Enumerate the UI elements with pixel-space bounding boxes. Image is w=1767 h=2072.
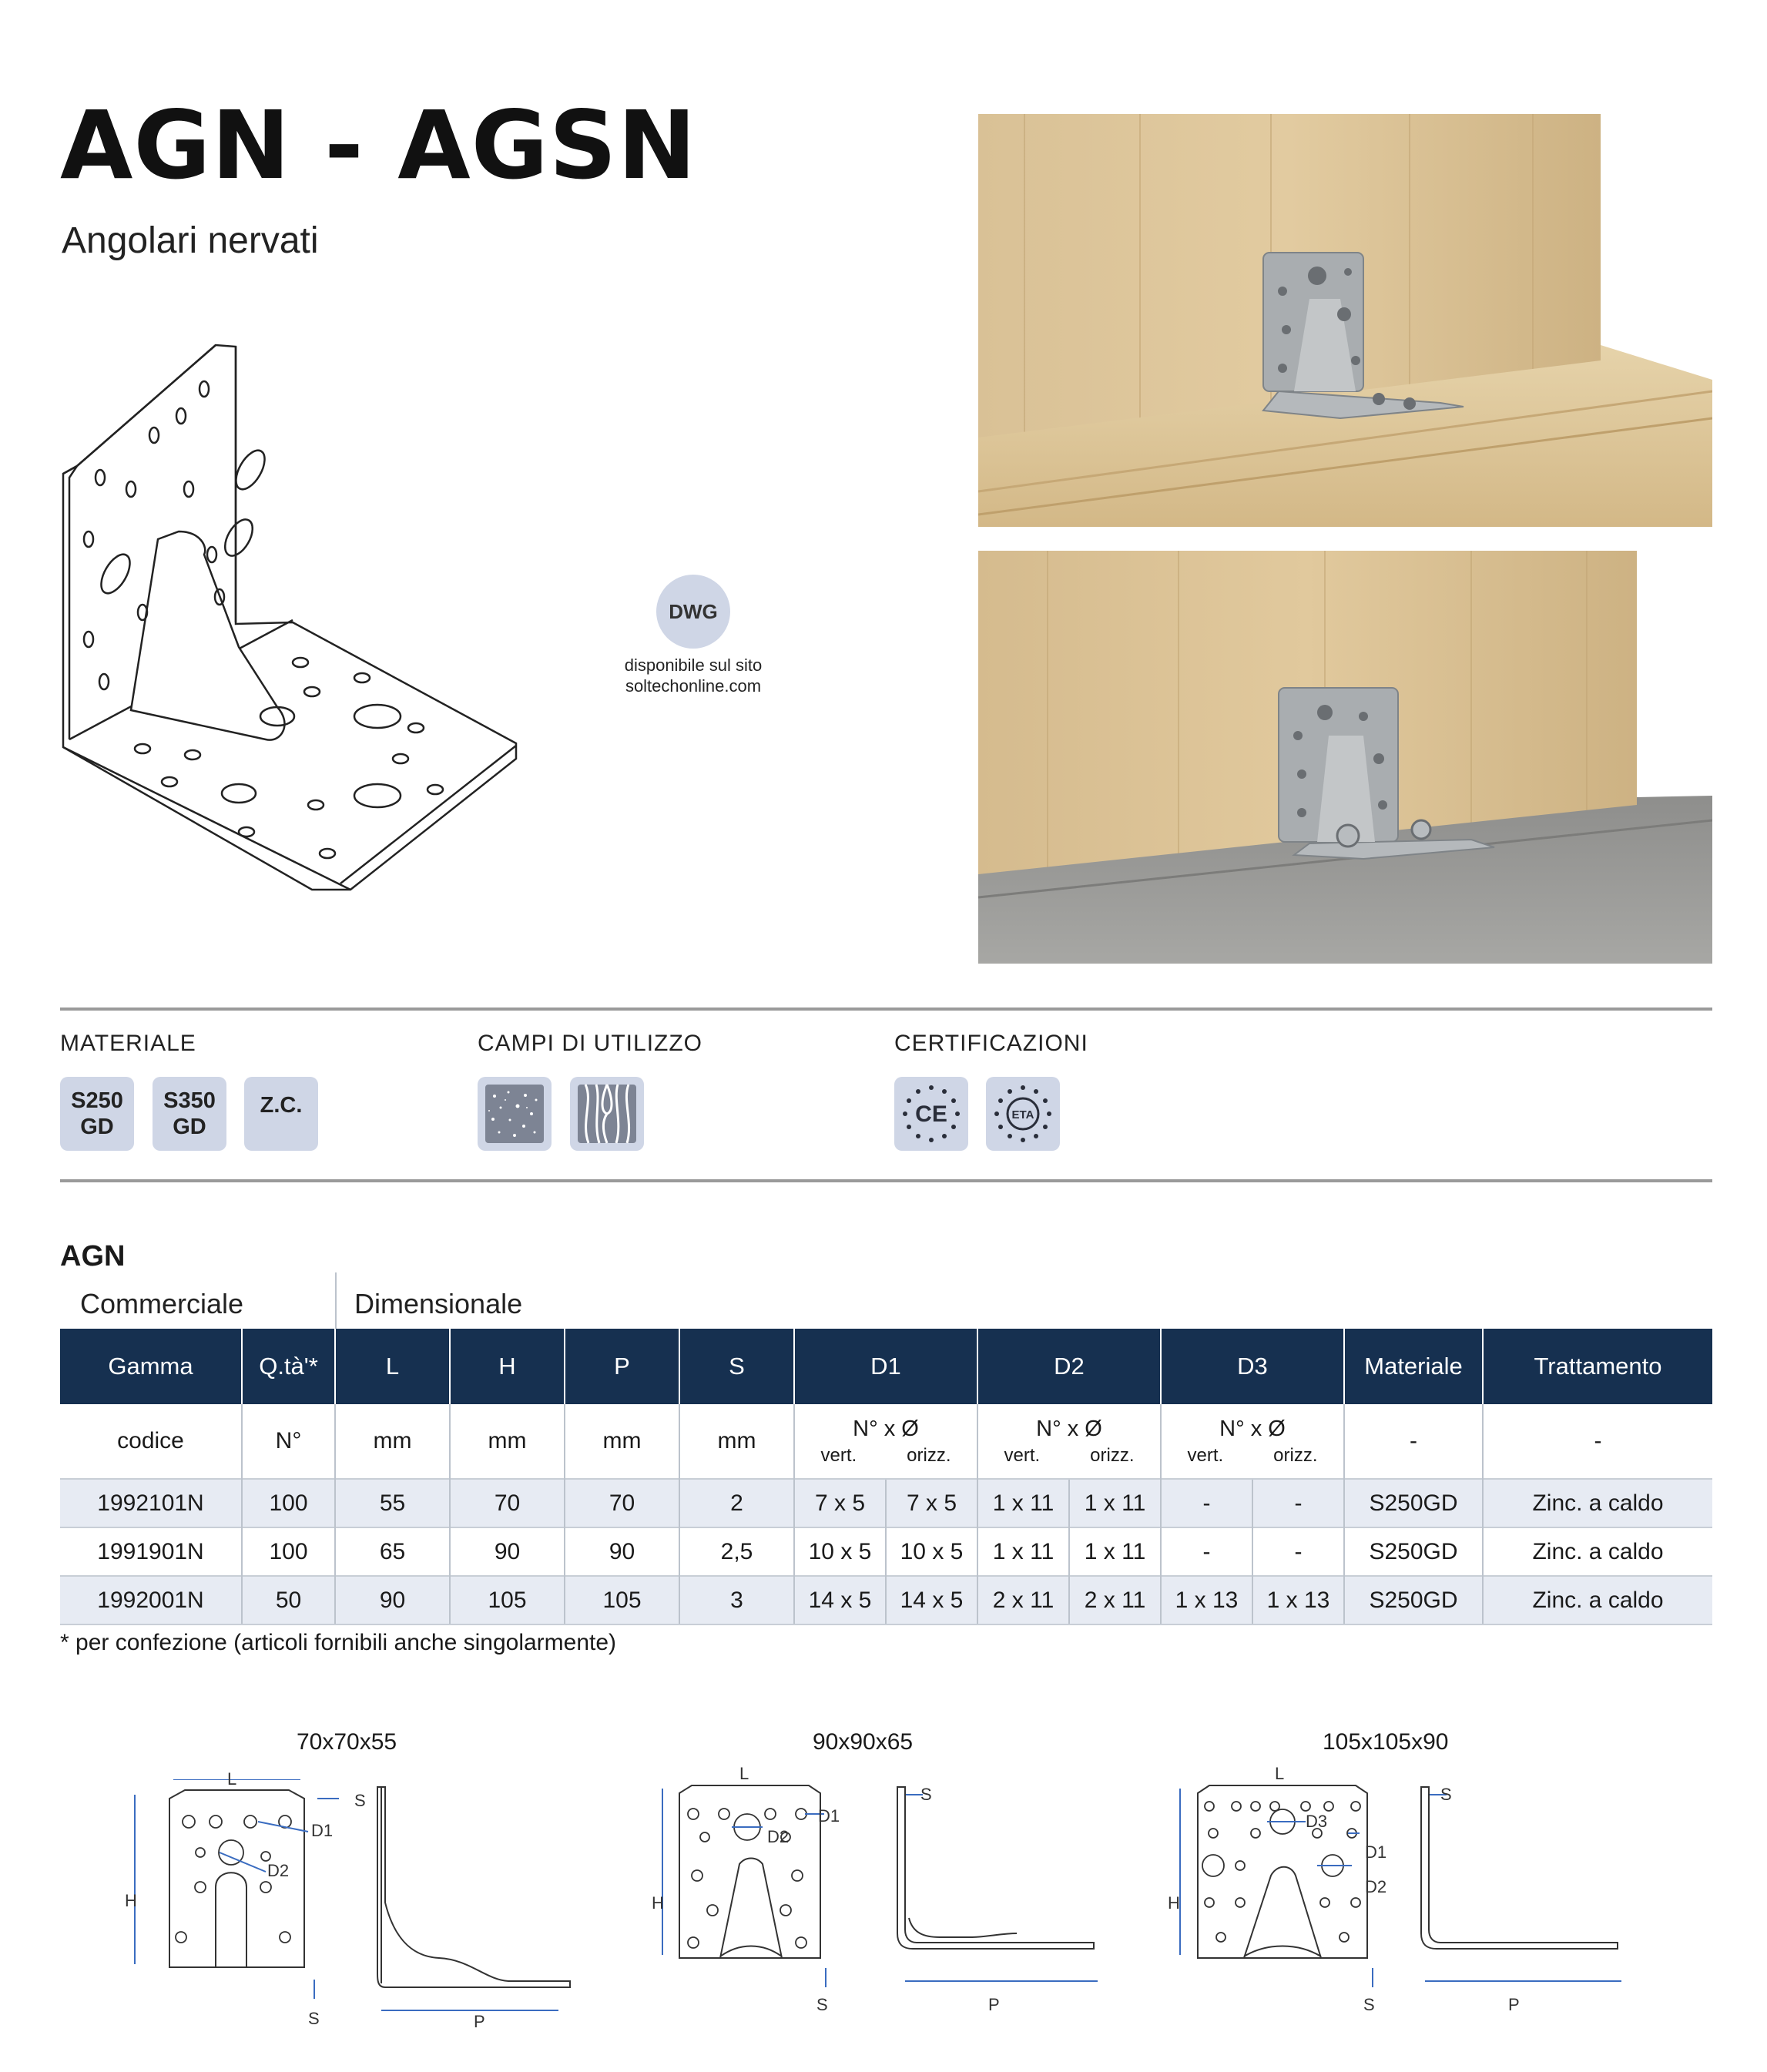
table-footnote: * per confezione (articoli fornibili anche singolarmente) [60,1630,617,1655]
units-row [60,1404,1712,1479]
cell: 7 x 5 [794,1479,886,1527]
cell-code: 1991901N [60,1527,242,1576]
cell: S250GD [1344,1479,1483,1527]
dim-label: S [1363,1995,1375,2014]
unit-p: mm [565,1404,679,1479]
section-certificazioni: CERTIFICAZIONI [894,1031,1088,1056]
dwg-download-button[interactable]: DWG [656,575,730,649]
dim-label: D1 [818,1806,840,1826]
cell: S250GD [1344,1527,1483,1576]
cell-code: 1992101N [60,1479,242,1527]
drawing-title: 90x90x65 [813,1729,914,1755]
unit-d2 [977,1404,1161,1479]
dim-label: D2 [767,1827,790,1846]
dwg-site-link[interactable]: soltechonline.com [625,676,762,696]
cell: 10 x 5 [886,1527,977,1576]
col-trattamento: Trattamento [1483,1329,1712,1404]
bracket-isometric-drawing [54,339,531,894]
col-l: L [335,1329,450,1404]
cell: Zinc. a caldo [1483,1479,1712,1527]
material-line2: GD [173,1115,206,1139]
col-d3: D3 [1161,1329,1344,1404]
concrete-icon [478,1077,552,1151]
cell: Zinc. a caldo [1483,1527,1712,1576]
group-commercial: Commerciale [80,1288,244,1319]
material-line1: S250 [71,1088,123,1113]
table-title: AGN [60,1240,126,1272]
dwg-availability-text [585,655,801,696]
cell: 55 [335,1479,450,1527]
section-materiale: MATERIALE [60,1031,196,1056]
dim-label: D3 [1306,1812,1328,1831]
dim-label: H [652,1893,664,1913]
technical-drawing-70x70x55 [116,1779,585,2041]
unit-trattamento: - [1483,1404,1712,1479]
cell: S250GD [1344,1576,1483,1624]
eta-certification-icon [986,1077,1060,1151]
product-photo-wood [978,114,1712,527]
col-d1: D1 [794,1329,977,1404]
unit-codice: codice [117,1428,184,1453]
dim-label: S [920,1785,932,1804]
eta-mark-text: ETA [1011,1108,1034,1121]
cell: 1 x 11 [1069,1479,1161,1527]
cell: 3 [679,1576,794,1624]
cell: 2 [679,1479,794,1527]
cell: - [1252,1479,1344,1527]
dim-label: L [1275,1764,1285,1783]
unit-d3 [1161,1404,1344,1479]
cell: 70 [565,1479,679,1527]
cell: 100 [242,1479,335,1527]
cell: 1 x 11 [977,1479,1069,1527]
table-row [60,1527,1712,1576]
ce-certification-icon [894,1077,968,1151]
dim-label: H [1168,1893,1180,1913]
cell: 1 x 11 [977,1527,1069,1576]
wood-icon [570,1077,644,1151]
page-subtitle: Angolari nervati [62,220,319,261]
unit-nxd: N° x Ø [853,1416,919,1441]
dim-label: L [227,1769,237,1789]
dim-label: P [1508,1995,1520,2014]
dim-label: D1 [311,1821,334,1840]
dim-label: P [988,1995,1000,2014]
unit-h: mm [450,1404,565,1479]
material-badge-s350gd [153,1077,226,1151]
dim-label: D2 [267,1861,290,1880]
section-campi: CAMPI DI UTILIZZO [478,1031,703,1056]
unit-orizz: orizz. [1273,1444,1318,1466]
unit-nxd: N° x Ø [1219,1416,1286,1441]
cell: 105 [565,1576,679,1624]
group-separator [335,1272,337,1329]
dim-label: S [354,1791,366,1810]
cell: 100 [242,1527,335,1576]
dwg-line1: disponibile sul sito [624,655,763,675]
product-photo-concrete [978,551,1712,964]
unit-vert: vert. [1187,1444,1224,1466]
unit-orizz: orizz. [1090,1444,1135,1466]
unit-materiale: - [1344,1404,1483,1479]
col-d2: D2 [977,1329,1161,1404]
unit-qty: N° [242,1404,335,1479]
cell: 14 x 5 [886,1576,977,1624]
cell: - [1161,1479,1252,1527]
dim-label: S [308,2009,320,2028]
cell: 1 x 13 [1161,1576,1252,1624]
group-dimensional: Dimensionale [354,1288,523,1319]
cell: 1 x 13 [1252,1576,1344,1624]
material-line1: Z.C. [260,1093,303,1118]
drawing-title: 70x70x55 [297,1729,397,1755]
dim-label: S [816,1995,828,2014]
cell: 90 [335,1576,450,1624]
material-badge-s250gd [60,1077,134,1151]
unit-l: mm [335,1404,450,1479]
material-line2: GD [80,1115,114,1139]
cell: - [1252,1527,1344,1576]
drawing-title: 105x105x90 [1323,1729,1449,1755]
cell: 1 x 11 [1069,1527,1161,1576]
dim-label: D2 [1365,1877,1387,1896]
table-row [60,1479,1712,1527]
col-h: H [450,1329,565,1404]
cell: - [1161,1527,1252,1576]
page-title: AGN - AGSN [60,91,697,200]
cell: 2 x 11 [1069,1576,1161,1624]
divider [60,1179,1712,1182]
cell: 50 [242,1576,335,1624]
cell: 105 [450,1576,565,1624]
ce-mark-text: CE [915,1101,947,1127]
dim-label: S [1440,1785,1452,1804]
divider [60,1008,1712,1011]
cell: 10 x 5 [794,1527,886,1576]
cell: 2 x 11 [977,1576,1069,1624]
material-line1: S350 [163,1088,216,1113]
cell-code: 1992001N [60,1576,242,1624]
cell: Zinc. a caldo [1483,1576,1712,1624]
material-badge-zc [244,1077,318,1151]
cell: 90 [450,1527,565,1576]
unit-d1 [794,1404,977,1479]
unit-nxd: N° x Ø [1036,1416,1102,1441]
unit-s: mm [679,1404,794,1479]
technical-drawing-90x90x65 [647,1779,1125,2041]
cell: 65 [335,1527,450,1576]
unit-vert: vert. [1004,1444,1041,1466]
col-materiale: Materiale [1344,1329,1483,1404]
table-row [60,1576,1712,1624]
technical-drawing-105x105x90 [1163,1779,1641,2041]
cell: 7 x 5 [886,1479,977,1527]
dim-label: P [474,2012,485,2031]
cell: 14 x 5 [794,1576,886,1624]
cell: 90 [565,1527,679,1576]
col-qty: Q.tà'* [242,1329,335,1404]
unit-orizz: orizz. [907,1444,951,1466]
col-s: S [679,1329,794,1404]
cell: 70 [450,1479,565,1527]
spec-table [60,1329,1712,1625]
col-p: P [565,1329,679,1404]
cell: 2,5 [679,1527,794,1576]
unit-vert: vert. [820,1444,857,1466]
dim-label: D1 [1365,1842,1387,1862]
col-gamma: Gamma [60,1329,242,1404]
dim-label: H [125,1891,137,1910]
dim-label: L [739,1764,749,1783]
